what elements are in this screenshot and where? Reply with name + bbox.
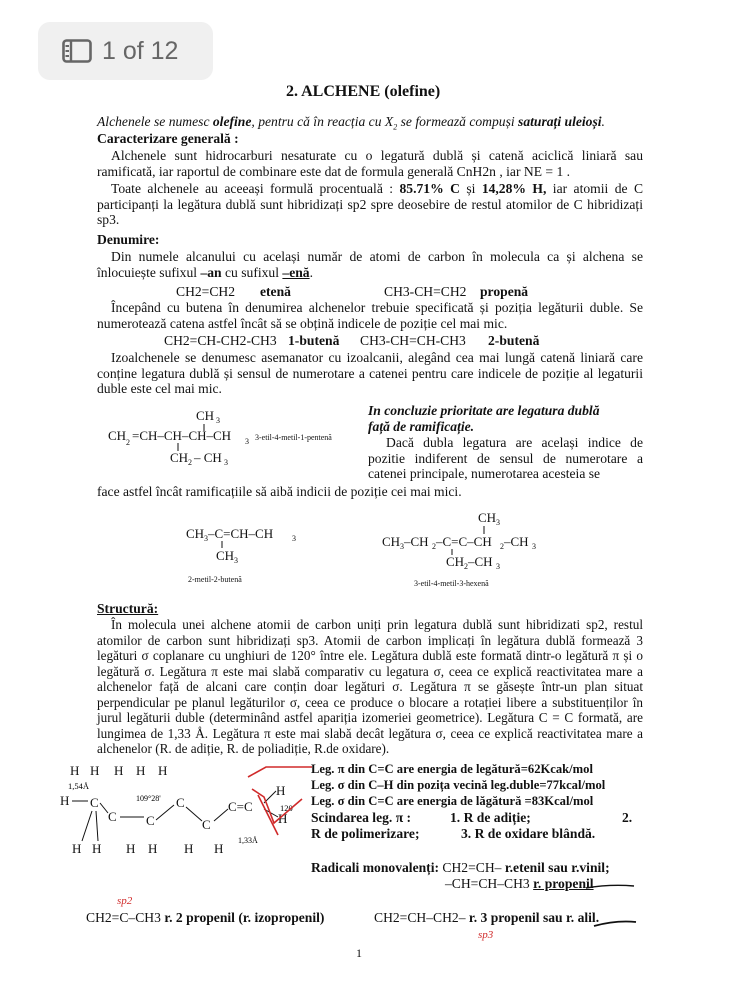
angle-tetrahedral: 109°28'	[136, 794, 161, 803]
page-list-icon	[62, 39, 92, 63]
svg-text:H: H	[158, 765, 168, 778]
example-1-butene-formula: CH2=CH-CH2-CH3	[164, 333, 277, 348]
angle-trigonal: 120	[280, 803, 293, 813]
svg-text:H: H	[126, 841, 136, 856]
svg-text:H: H	[278, 811, 288, 826]
svg-text:– CH: – CH	[194, 450, 222, 465]
example-2-butene-name: 2-butenă	[488, 333, 540, 348]
conclusion-paragraph-end: face astfel încât ramificațiile să aibă indicii de poziție cei mai mici.	[97, 484, 462, 499]
radical-allyl: CH2=CH–CH2– r. 3 propenil sau r. alil.	[374, 910, 600, 925]
structure-3-name: 3-etil-4-metil-3-hexenă	[414, 579, 489, 588]
svg-text:CH: CH	[108, 428, 127, 443]
svg-text:3: 3	[496, 562, 500, 571]
svg-text:C=C: C=C	[228, 799, 253, 814]
svg-text:H: H	[60, 793, 70, 808]
svg-text:CH: CH	[216, 548, 235, 563]
svg-text:C: C	[90, 795, 99, 810]
svg-text:H: H	[70, 765, 80, 778]
conclusion-line-1: In concluzie prioritate are legatura dublă	[368, 403, 600, 418]
structure-3-ethyl-4-methyl-1-pentene	[100, 402, 370, 472]
naming-heading: Denumire:	[97, 232, 160, 247]
svg-text:2: 2	[464, 562, 468, 571]
svg-text:CH: CH	[382, 534, 401, 549]
svg-text:2: 2	[500, 542, 504, 551]
structure-3-ethyl-4-methyl-3-hexene	[380, 506, 580, 592]
svg-text:CH: CH	[170, 450, 189, 465]
scindare-polymer: R de polimerizare;	[311, 826, 420, 841]
svg-text:H: H	[276, 783, 286, 798]
svg-text:H: H	[114, 765, 124, 778]
energy-sigma-ch-line: Leg. σ din C–H din pozița vecină leg.duble=77kcal/mol	[311, 778, 606, 792]
svg-text:H: H	[136, 765, 146, 778]
svg-text:–C=CH–CH: –C=CH–CH	[208, 526, 274, 541]
svg-text:C: C	[108, 809, 117, 824]
bond-length-single: 1,54Å	[68, 781, 90, 791]
svg-text:H: H	[92, 841, 102, 856]
svg-text:–C=C–CH: –C=C–CH	[436, 534, 492, 549]
general-paragraph-1: Alchenele sunt hidrocarburi nesaturate cu o legatură dublă și catenă aciclică liniară sau ramificată, iar raportul de combinare este dat de formula generală CnH2n , iar NE = 1 .	[97, 148, 643, 179]
page-counter-label: 1 of 12	[102, 36, 179, 65]
alkene-molecule-drawing	[52, 765, 322, 865]
svg-text:3: 3	[234, 556, 238, 565]
annotation-sp2: sp2	[117, 895, 133, 907]
svg-text:H: H	[184, 841, 194, 856]
structure-heading: Structură:	[97, 601, 159, 616]
svg-text:C: C	[202, 817, 211, 832]
naming-paragraph-1: Din numele alcanului cu același număr de atomi de carbon în molecula ca și alchena se înlocuiește sufixul –an cu sufixul –enă.	[97, 249, 643, 280]
radical-isopropenyl: CH2=C–CH3 r. 2 propenil (r. izopropenil)	[86, 910, 325, 925]
svg-text:3: 3	[216, 416, 220, 425]
svg-text:CH: CH	[446, 554, 465, 569]
example-ethene-name: etenă	[260, 284, 291, 299]
example-propene-formula: CH3-CH=CH2	[384, 284, 467, 299]
svg-text:2: 2	[126, 438, 130, 447]
svg-text:–CH: –CH	[504, 534, 529, 549]
general-paragraph-2: Toate alchenele au aceeași formulă procentuală : 85.71% C și 14,28% H, iar atomii de C participanți la legătura dublă sunt hibridizați sp2 spre deosebire de restul atomilor de C hibridizați sp3.	[97, 181, 644, 227]
structure-2-name: 2-metil-2-butenă	[188, 575, 242, 584]
example-1-butene-name: 1-butenă	[288, 333, 340, 348]
svg-text:H: H	[148, 841, 158, 856]
page-counter-badge[interactable]	[38, 22, 213, 80]
conclusion-line-2: față de ramificație.	[368, 419, 475, 434]
example-2-butene-formula: CH3-CH=CH-CH3	[360, 333, 466, 348]
structure-1-name: 3-etil-4-metil-1-pentenă	[255, 433, 332, 442]
scindare-item-1: 1. R de adiție;	[450, 810, 531, 825]
intro-line: Alchenele se numesc olefine, pentru că în reacția cu $X_2$ se formează compuși saturați uleioși.	[97, 114, 605, 132]
scindare-item-2: 2.	[622, 810, 633, 825]
section-title: 2. ALCHENE (olefine)	[286, 83, 441, 100]
svg-text:3: 3	[292, 534, 296, 543]
svg-text:–CH: –CH	[468, 554, 493, 569]
svg-text:3: 3	[496, 518, 500, 527]
svg-text:CH: CH	[478, 510, 497, 525]
annotation-sp3: sp3	[478, 929, 494, 941]
conclusion-paragraph-part: Dacă dubla legatura are același indice de pozitie indiferent de sensul de numerotare a catenei principale, numerotarea acesteia se	[368, 435, 643, 481]
svg-text:H: H	[72, 841, 82, 856]
svg-text:C: C	[176, 795, 185, 810]
radicals-line-2: –CH=CH–CH3 r. propenil	[445, 876, 594, 891]
general-heading: Caracterizare generală :	[97, 131, 239, 146]
energy-pi-line: Leg. π din C=C are energia de legătură=62Kcak/mol	[311, 762, 593, 776]
svg-text:2: 2	[188, 458, 192, 467]
scindare-label: Scindarea leg. π :	[311, 810, 412, 825]
svg-text:=CH–CH–CH–CH: =CH–CH–CH–CH	[132, 428, 232, 443]
radicals-line-1: Radicali monovalenți: CH2=CH– r.etenil sau r.vinil;	[311, 860, 610, 875]
svg-text:–CH: –CH	[404, 534, 429, 549]
naming-paragraph-2: Începând cu butena în denumirea alchenelor trebuie specificată și poziția legăturii duble. Se numerotează catena astfel încât să se obțină indicele de poziție cel mai mic.	[97, 300, 643, 331]
page-number: 1	[356, 946, 362, 960]
structure-2-methyl-2-butene	[180, 518, 330, 588]
scindare-item-3: 3. R de oxidare blândă.	[461, 826, 596, 841]
svg-text:3: 3	[400, 542, 404, 551]
svg-text:3: 3	[204, 534, 208, 543]
naming-paragraph-3: Izoalchenele se denumesc asemanator cu izoalcanii, alegând cea mai lungă catenă liniară care conține legatura dublă și sensul de numerotare a catenei pentru care indicele de poziție al legaturii duble este cel mai mic.	[97, 350, 643, 396]
bond-length-double: 1,33Å	[238, 836, 258, 845]
example-ethene-formula: CH2=CH2	[176, 284, 236, 299]
structure-paragraph: În molecula unei alchene atomii de carbon uniți prin legatura dublă sunt hibridizati sp2, restul atomilor de carbon sunt hibridizați sp3. Atomii de carbon implicați în legătura dublă formează 3 legături σ coplanare cu unghiuri de 120° între ele. Legătura dublă este formată dintr-o legătură π și o legătură σ. Legătura π este mai slabă comparativ cu legatura σ, ceea ce explică reactivitatea mare a alchenelor față de alcani care conțin doar legături σ. Legătura π se găsește într-un plan situat perpendicular pe planul legăturilor σ, ceea ce produce o blocare a rotației libere a substituenților în jurul legăturii duble (determinând astfel apariția izomeriei geometrice). Legătura C = C formată, are lungimea de 1,33 Å. Legătura π este mai slabă decât legătura σ, ceea ce explică reactivitatea mare a alchenelor (R. de adiție, R. de poliadiție, R.de oxidare).	[97, 617, 643, 756]
energy-sigma-cc-line: Leg. σ din C=C are energia de lăgătură =83Kcal/mol	[311, 794, 594, 808]
svg-text:CH: CH	[196, 408, 215, 423]
svg-text:CH: CH	[186, 526, 205, 541]
svg-text:3: 3	[532, 542, 536, 551]
svg-text:H: H	[90, 765, 100, 778]
svg-text:C: C	[146, 813, 155, 828]
svg-text:3: 3	[224, 458, 228, 467]
svg-text:2: 2	[432, 542, 436, 551]
svg-text:H: H	[214, 841, 224, 856]
underline-marks	[580, 880, 640, 930]
example-propene-name: propenă	[480, 284, 529, 299]
svg-text:3: 3	[245, 437, 249, 446]
